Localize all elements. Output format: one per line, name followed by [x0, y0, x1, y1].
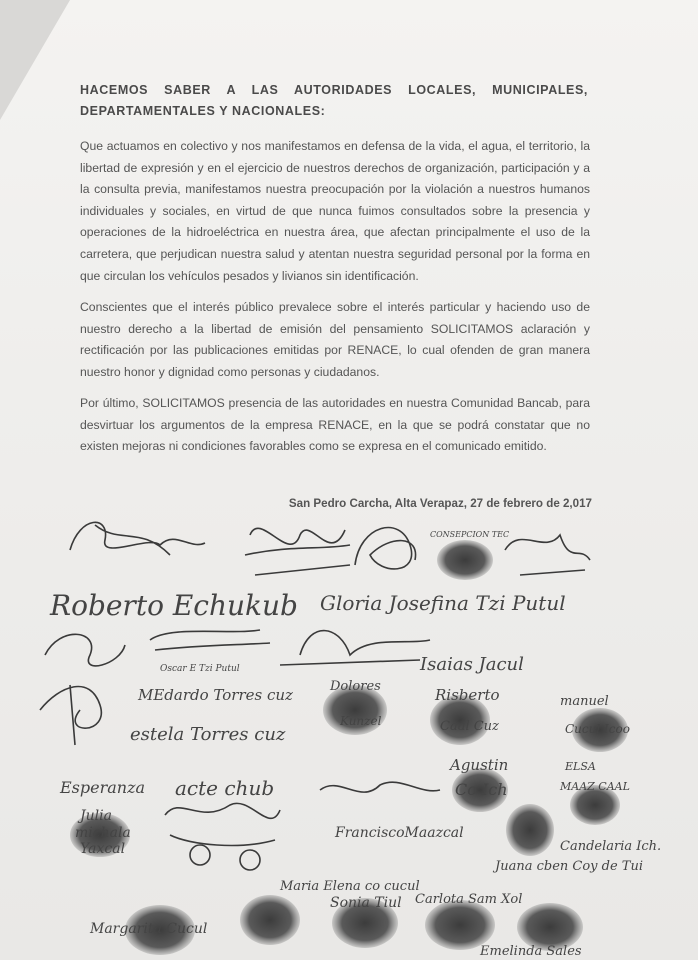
signatures-area — [0, 505, 698, 960]
signature-5 — [45, 634, 125, 666]
name-estela: estela Torres cuz — [130, 724, 286, 745]
name-maaz-caal: MAAZ CAAL — [560, 780, 630, 793]
name-juana: Juana cben Coy de Tui — [495, 859, 643, 874]
folded-corner — [0, 0, 70, 120]
signature-circle-1 — [190, 845, 210, 865]
name-kunzel: Kunzel — [340, 714, 382, 728]
name-francisco: FranciscoMaazcal — [335, 825, 464, 841]
name-acte-chub: acte chub — [175, 776, 275, 800]
name-isaias: Isaias Jacul — [420, 654, 524, 675]
signature-scribbles — [40, 522, 590, 870]
name-candelaria: Candelaria Ich. — [560, 839, 662, 854]
signature-2 — [245, 528, 350, 575]
signature-10 — [320, 782, 440, 792]
signature-9 — [165, 803, 280, 845]
name-co-ich: Co Ich — [455, 780, 508, 799]
signature-7 — [280, 631, 430, 665]
name-manuel: manuel — [560, 694, 609, 709]
name-maria-elena: Maria Elena co cucul — [280, 879, 420, 894]
name-esperanza: Esperanza — [60, 778, 146, 797]
name-julia: Julia — [80, 808, 112, 824]
thumbprint-12 — [425, 900, 495, 950]
name-yaxcal: Yaxcal — [80, 841, 126, 857]
name-caal-cuz: Caal Cuz — [440, 719, 499, 734]
name-roberto: Roberto Echukub — [50, 589, 298, 622]
signature-1 — [70, 522, 205, 555]
name-medardo: MEdardo Torres cuz — [138, 686, 293, 704]
name-cucul-icoo: Cucul Icoo — [565, 722, 630, 736]
place-date-line: San Pedro Carcha, Alta Verapaz, 27 de febrero de 2,017 — [288, 497, 592, 510]
signature-8 — [40, 685, 101, 745]
paragraph-1: Que actuamos en colectivo y nos manifestamos en defensa de la vida, el agua, el territorio, la libertad de expresión y en el ejercicio de nuestros derechos de organización, participación y a la consulta previa, manifestamos nuestra preocupación por la violación a nuestros humanos individuales y sociales, en virtud de que nunca fuimos consultados sobre la presencia y operaciones de la hidroeléctrica en nuestra área, que afectan principalmente el uso de la carretera, que perjudican nuestra salud y atentan nuestra seguridad personal por la forma en que circulan los vehículos pesados y livianos sin identificación. — [80, 139, 590, 283]
name-michala: michala — [75, 825, 131, 841]
name-risberto: Risberto — [435, 686, 500, 704]
signature-3 — [355, 528, 416, 569]
name-consepcion: CONSEPCION TEC — [430, 530, 510, 539]
paragraph-3: Por último, SOLICITAMOS presencia de las autoridades en nuestra Comunidad Bancab, para desvirtuar los argumentos de la empresa RENACE, en la que se podrá constatar que no existen mejoras ni condiciones favorables como se expresa en el comunicado emitido. — [80, 396, 590, 454]
paragraph-2: Conscientes que el interés público prevalece sobre el interés particular y haciendo uso de nuestro derecho a la libertad de emisión del pensamiento SOLICITAMOS aclaración y rectificación por las publicaciones emitidas por RENACE, lo cual ofenden de gran manera nuestro honor y dignidad como personas y ciudadanos. — [80, 300, 590, 379]
signature-circle-2 — [240, 850, 260, 870]
thumbprint-1 — [437, 540, 493, 580]
signature-6 — [150, 630, 270, 650]
name-gloria: Gloria Josefina Tzi Putul — [320, 591, 566, 615]
name-sonia: Sonia Tiul — [330, 895, 402, 911]
document-heading: HACEMOS SABER A LAS AUTORIDADES LOCALES, MUNICIPALES, DEPARTAMENTALES Y NACIONALES: — [80, 83, 588, 118]
name-agustin: Agustin — [450, 756, 509, 774]
name-emelinda: Emelinda Sales — [480, 944, 582, 959]
name-dolores: Dolores — [330, 679, 381, 694]
thumbprint-10 — [240, 895, 300, 945]
name-carlota: Carlota Sam Xol — [415, 892, 523, 907]
thumbprint-8 — [506, 804, 554, 856]
name-elsa: ELSA — [565, 760, 596, 773]
signature-4 — [505, 535, 590, 575]
name-oscar: Oscar E Tzi Putul — [160, 664, 240, 674]
name-margarita: Margarita Cucul — [90, 921, 208, 937]
